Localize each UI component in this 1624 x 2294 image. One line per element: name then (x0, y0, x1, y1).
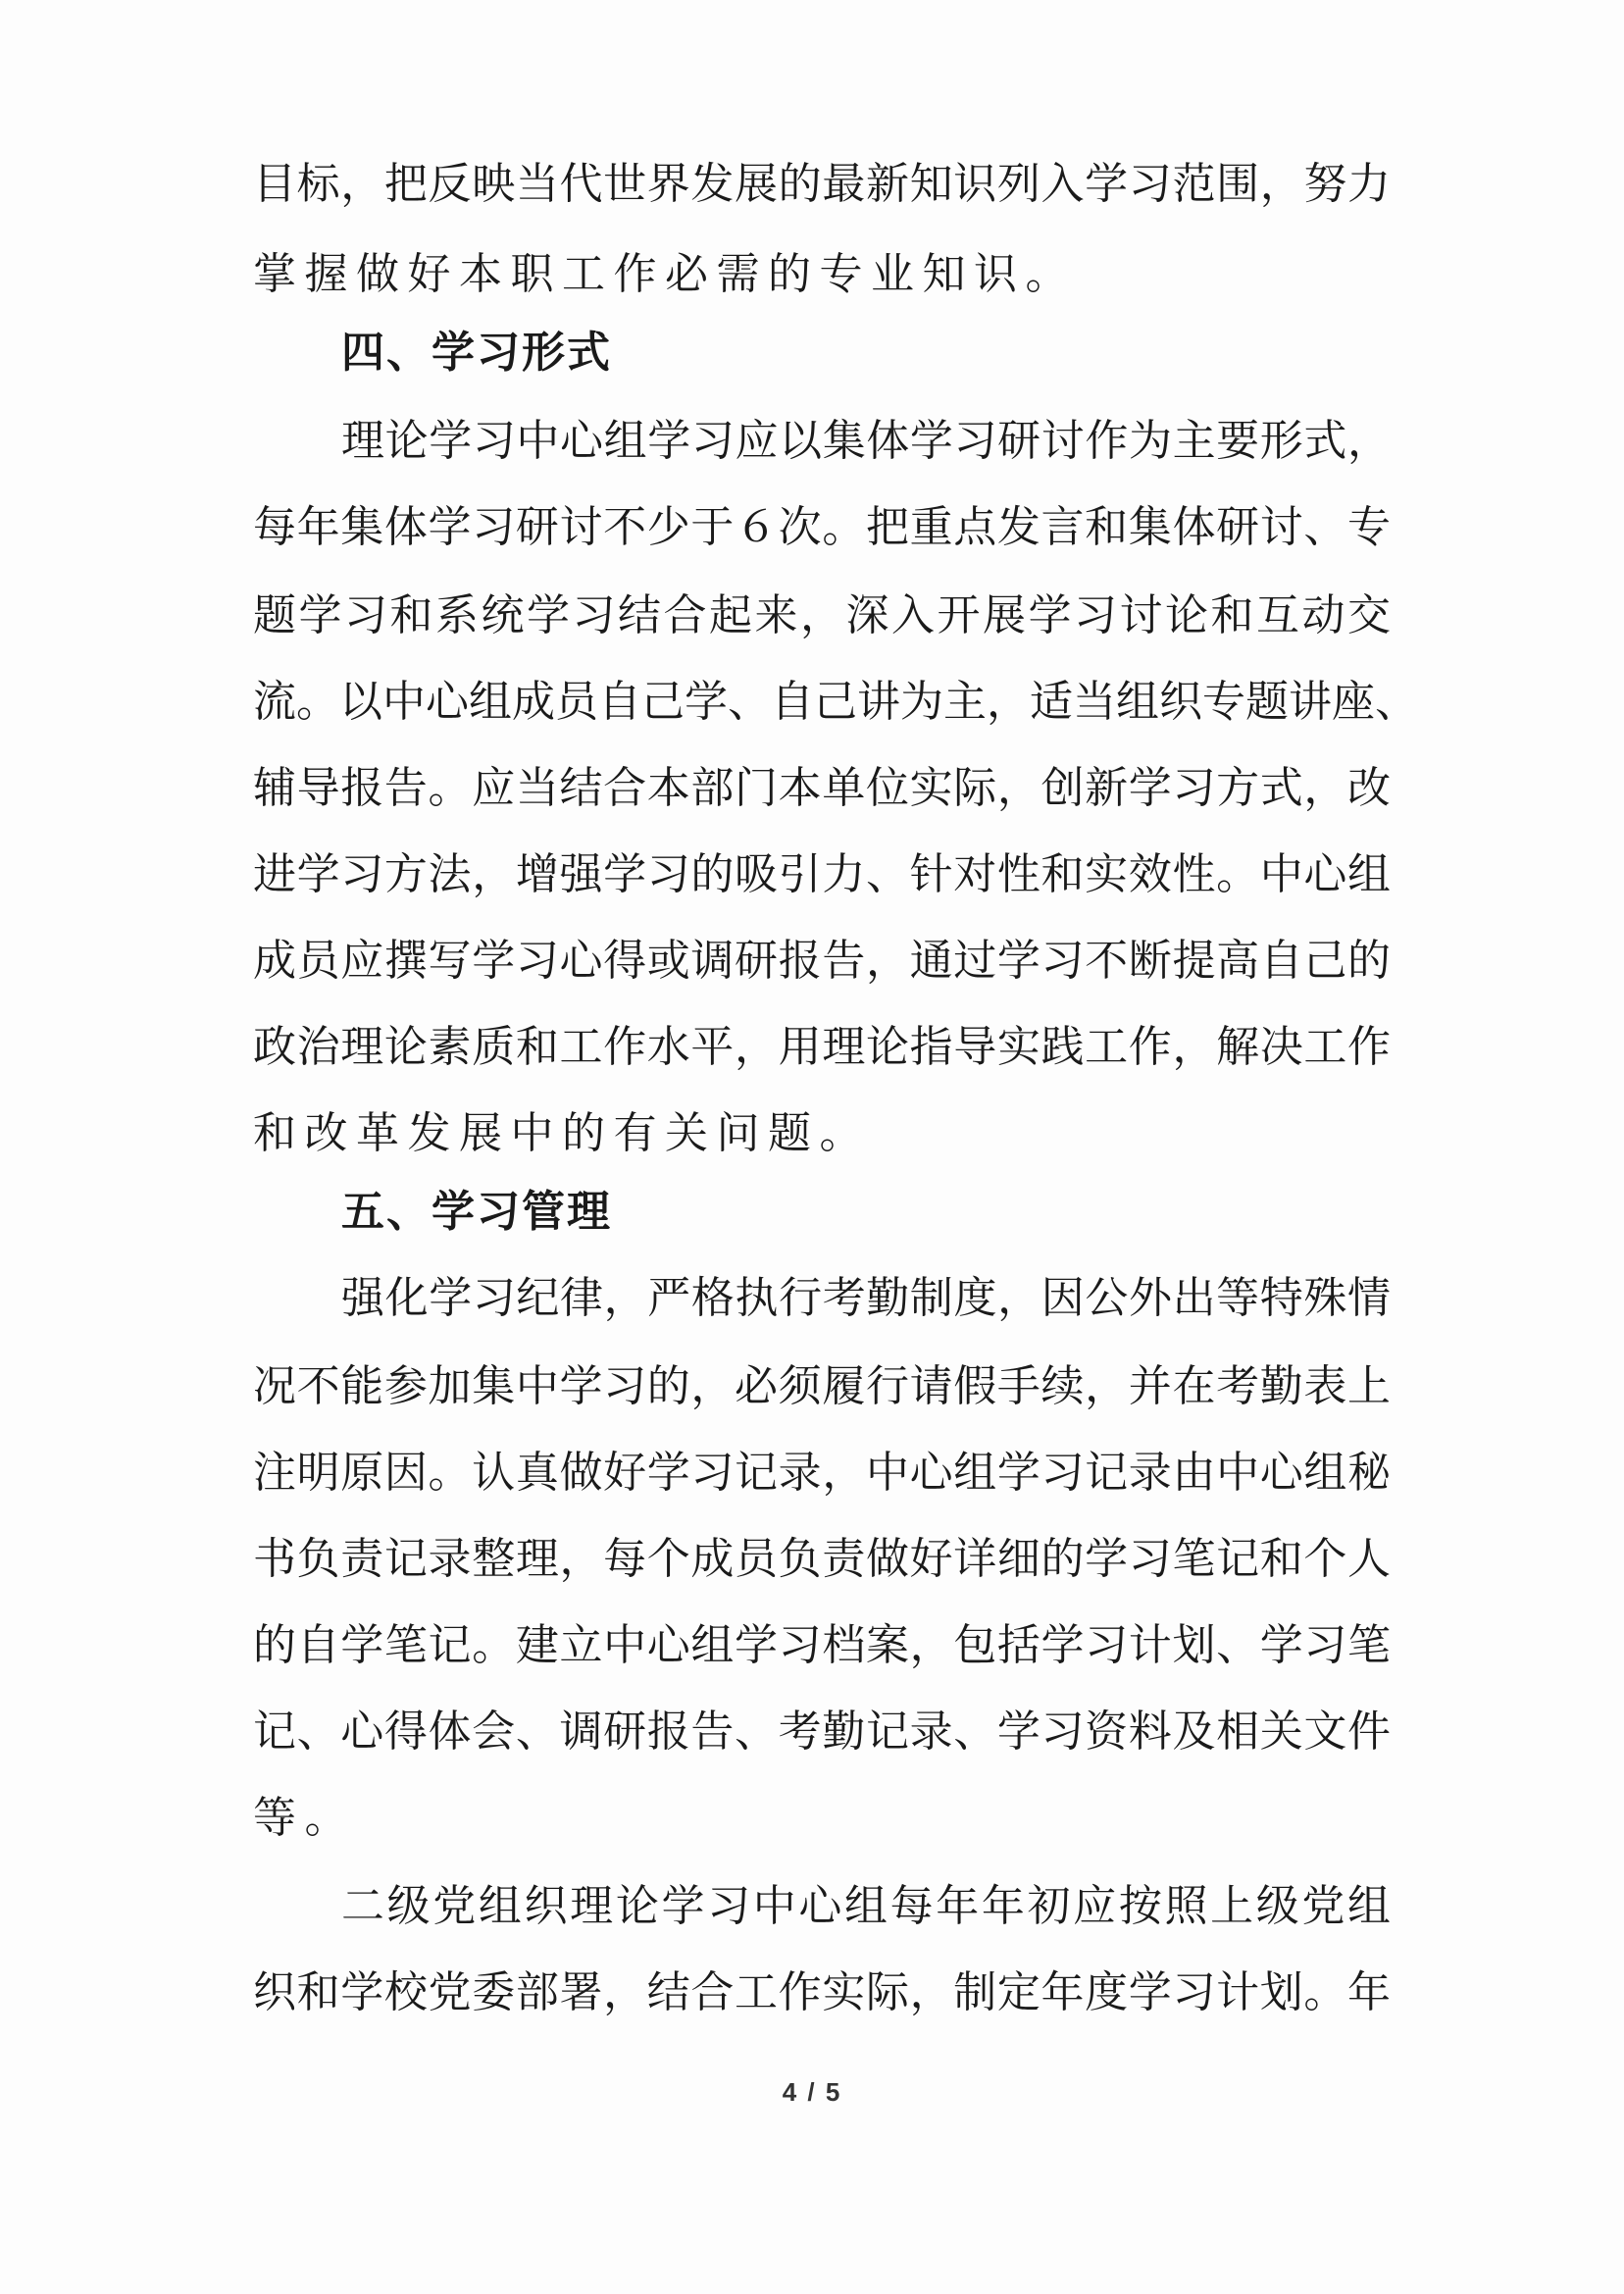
body-line: 理论学习中心组学习应以集体学习研讨作为主要形式， (341, 416, 1391, 466)
page-number: 4 / 5 (782, 2077, 842, 2107)
body-line: 书负责记录整理，每个成员负责做好详细的学习笔记和个人 (253, 1534, 1391, 1584)
body-line: 注明原因。认真做好学习记录，中心组学习记录由中心组秘 (253, 1448, 1391, 1498)
body-line: 记、心得体会、调研报告、考勤记录、学习资料及相关文件 (253, 1707, 1391, 1757)
body-line: 成员应撰写学习心得或调研报告，通过学习不断提高自己的 (253, 936, 1391, 986)
body-line: 强化学习纪律，严格执行考勤制度，因公外出等特殊情 (341, 1273, 1391, 1323)
body-line: 政治理论素质和工作水平，用理论指导实践工作，解决工作 (253, 1022, 1391, 1072)
body-line: 每年集体学习研讨不少于６次。把重点发言和集体研讨、专 (253, 502, 1391, 552)
body-line: 目标，把反映当代世界发展的最新知识列入学习范围，努力 (253, 159, 1391, 209)
body-line: 二级党组织理论学习中心组每年年初应按照上级党组 (341, 1881, 1391, 1931)
body-line: 等。 (253, 1793, 356, 1843)
body-line: 辅导报告。应当结合本部门本单位实际，创新学习方式，改 (253, 763, 1391, 813)
body-line: 织和学校党委部署，结合工作实际，制定年度学习计划。年 (253, 1967, 1391, 2017)
body-line: 题学习和系统学习结合起来，深入开展学习讨论和互动交 (253, 590, 1391, 640)
body-line: 流。以中心组成员自己学、自己讲为主，适当组织专题讲座、 (253, 677, 1418, 727)
body-line: 和改革发展中的有关问题。 (253, 1108, 871, 1158)
section-heading: 四、学习形式 (341, 328, 612, 378)
body-line: 掌握做好本职工作必需的专业知识。 (253, 249, 1077, 299)
body-line: 进学习方法，增强学习的吸引力、针对性和实效性。中心组 (253, 849, 1391, 899)
section-heading: 五、学习管理 (341, 1187, 612, 1237)
body-line: 况不能参加集中学习的，必须履行请假手续，并在考勤表上 (253, 1361, 1391, 1411)
body-line: 的自学笔记。建立中心组学习档案，包括学习计划、学习笔 (253, 1620, 1391, 1670)
